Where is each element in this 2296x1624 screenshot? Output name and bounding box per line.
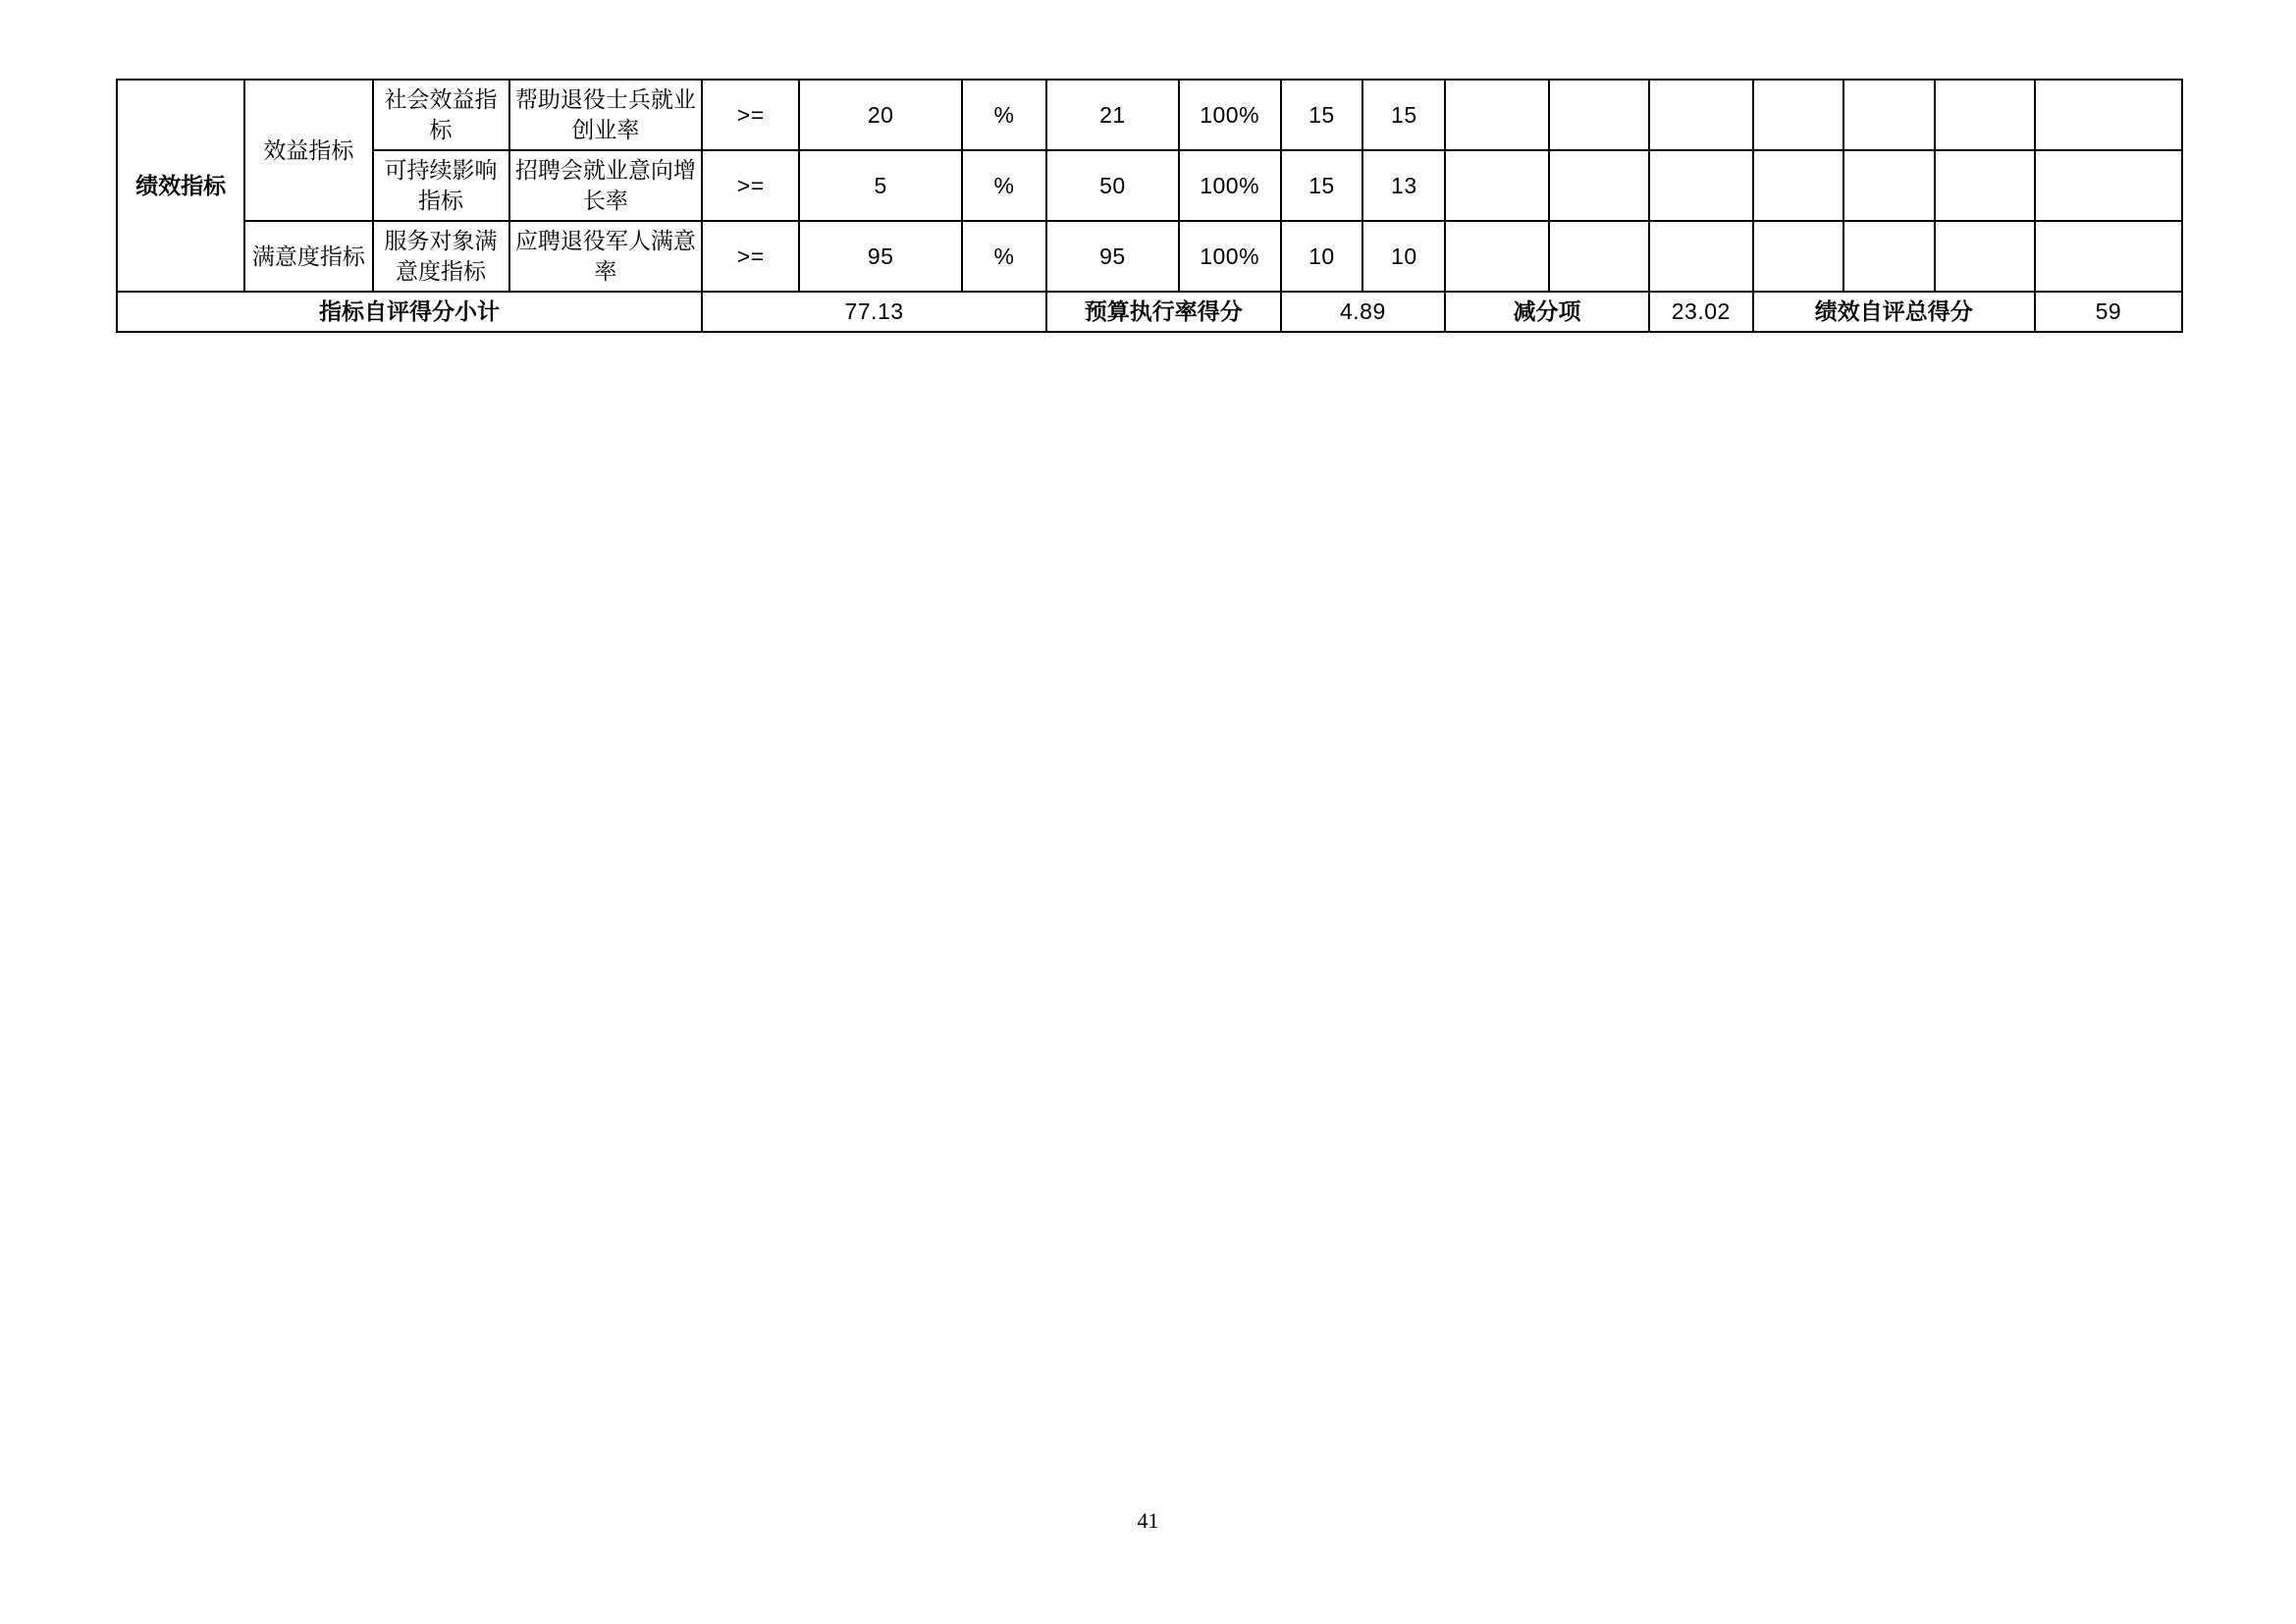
budget-exec-label: 预算执行率得分 [1046,292,1280,332]
subtotal-label: 指标自评得分小计 [117,292,702,332]
row-group-label: 绩效指标 [117,80,244,292]
indicator-unit: % [962,150,1046,221]
indicator-extra-3 [1649,80,1753,150]
indicator-extra-1 [1445,80,1549,150]
indicator-operator: >= [702,80,799,150]
indicator-score: 15 [1362,80,1445,150]
indicator-extra-4 [1753,150,1844,221]
performance-indicator-table-wrapper [116,79,2183,333]
indicator-operator: >= [702,221,799,292]
indicator-target: 20 [799,80,962,150]
indicator-unit: % [962,221,1046,292]
table-row [117,221,2182,292]
indicator-subcategory: 服务对象满意度指标 [373,221,509,292]
indicator-subcategory: 可持续影响指标 [373,150,509,221]
indicator-extra-1 [1445,221,1549,292]
table-row [117,150,2182,221]
indicator-unit: % [962,80,1046,150]
indicator-name: 帮助退役士兵就业创业率 [509,80,702,150]
indicator-extra-7 [2035,150,2182,221]
indicator-name: 招聘会就业意向增长率 [509,150,702,221]
indicator-actual: 21 [1046,80,1179,150]
indicator-extra-4 [1753,221,1844,292]
indicator-score: 13 [1362,150,1445,221]
indicator-weight: 15 [1281,80,1363,150]
indicator-extra-5 [1843,150,1935,221]
indicator-weight: 15 [1281,150,1363,221]
indicator-extra-6 [1935,221,2035,292]
indicator-extra-2 [1549,150,1649,221]
indicator-weight: 10 [1281,221,1363,292]
indicator-category: 效益指标 [244,80,372,221]
performance-indicator-table [116,79,2183,333]
indicator-target: 95 [799,221,962,292]
total-score-value: 59 [2035,292,2182,332]
indicator-extra-3 [1649,150,1753,221]
indicator-extra-6 [1935,80,2035,150]
page-number: 41 [1137,1508,1159,1533]
indicator-actual: 50 [1046,150,1179,221]
indicator-target: 5 [799,150,962,221]
subtotal-value: 77.13 [702,292,1046,332]
indicator-extra-1 [1445,150,1549,221]
deduction-label: 减分项 [1445,292,1649,332]
indicator-score: 10 [1362,221,1445,292]
indicator-extra-2 [1549,221,1649,292]
deduction-value: 23.02 [1649,292,1753,332]
indicator-name: 应聘退役军人满意率 [509,221,702,292]
summary-row [117,292,2182,332]
indicator-extra-7 [2035,80,2182,150]
indicator-extra-3 [1649,221,1753,292]
budget-exec-value: 4.89 [1281,292,1446,332]
table-row [117,80,2182,150]
indicator-category: 满意度指标 [244,221,372,292]
indicator-completion: 100% [1179,80,1281,150]
indicator-completion: 100% [1179,221,1281,292]
indicator-operator: >= [702,150,799,221]
indicator-extra-5 [1843,80,1935,150]
indicator-actual: 95 [1046,221,1179,292]
total-score-label: 绩效自评总得分 [1753,292,2035,332]
indicator-completion: 100% [1179,150,1281,221]
indicator-extra-2 [1549,80,1649,150]
indicator-extra-6 [1935,150,2035,221]
indicator-extra-7 [2035,221,2182,292]
indicator-extra-5 [1843,221,1935,292]
indicator-subcategory: 社会效益指标 [373,80,509,150]
indicator-extra-4 [1753,80,1844,150]
